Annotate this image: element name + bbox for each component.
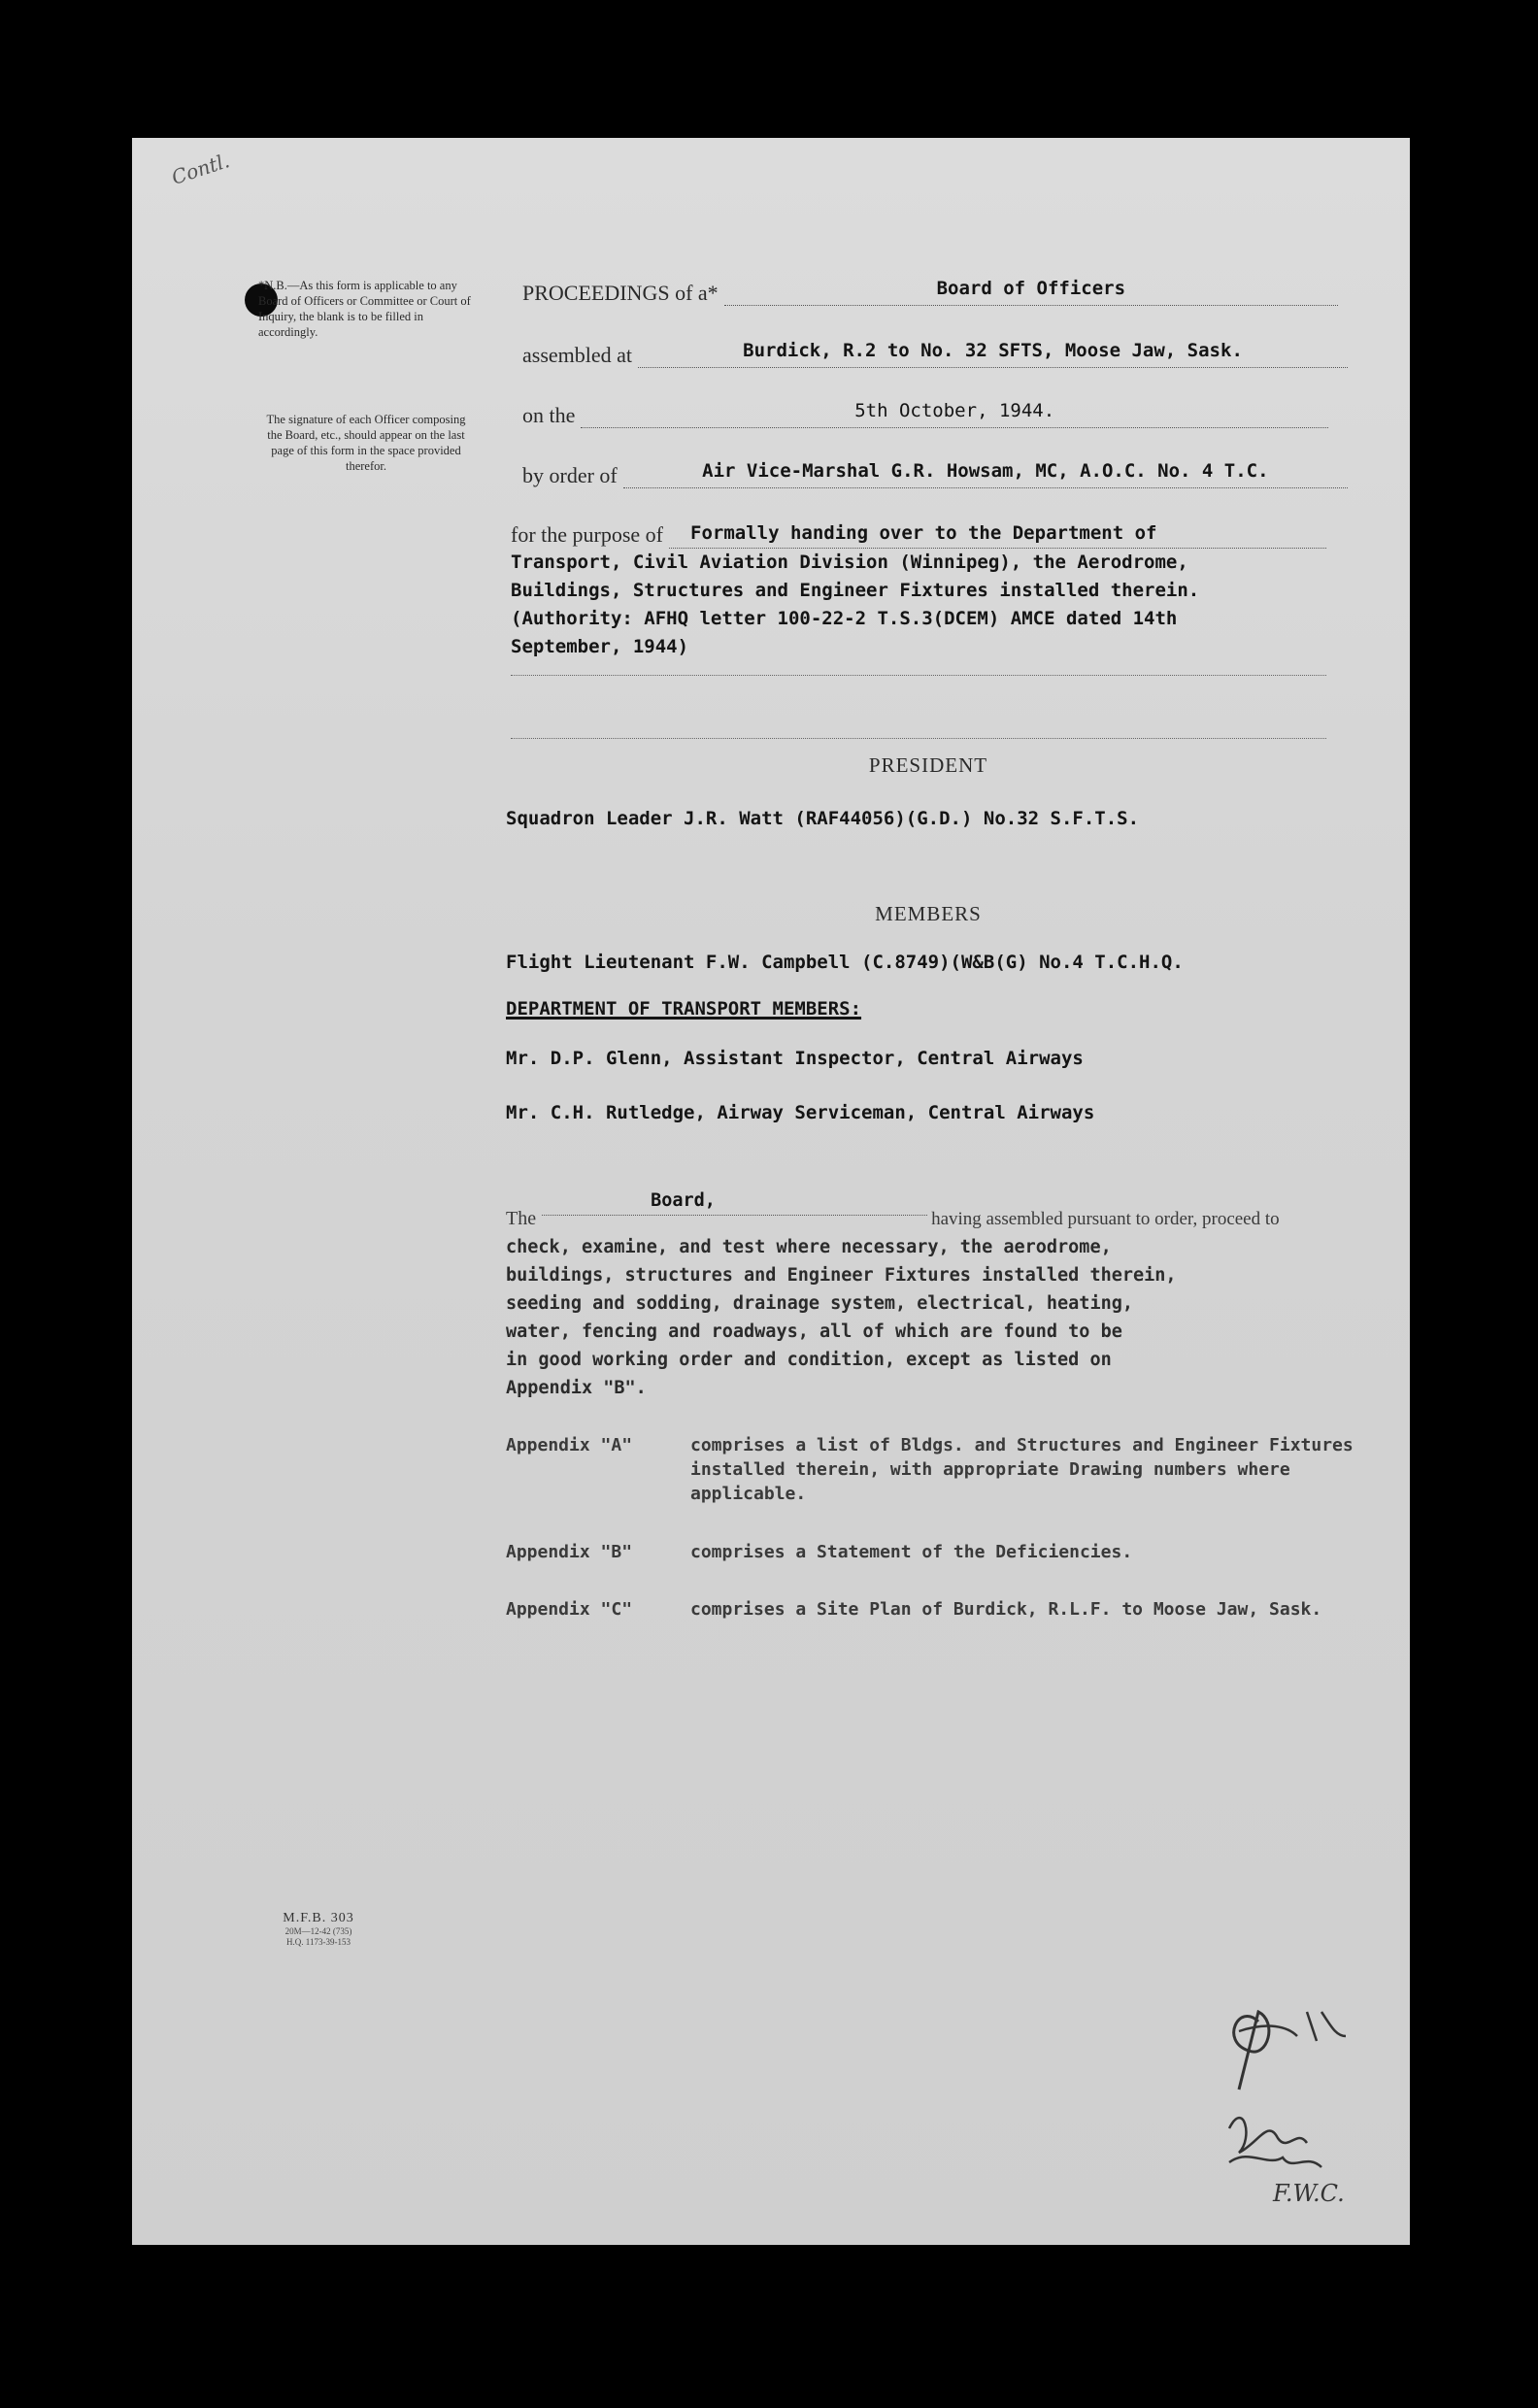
appendix-desc: comprises a Site Plan of Burdick, R.L.F. to Moose Jaw, Sask. <box>690 1599 1322 1620</box>
blank-line <box>511 675 1326 676</box>
proceedings-label: PROCEEDINGS of a* <box>522 281 719 305</box>
handwritten-initials <box>1200 1983 1394 2206</box>
assembled-value: Burdick, R.2 to No. 32 SFTS, Moose Jaw, Sask. <box>638 338 1348 368</box>
blank-line <box>511 738 1326 739</box>
form-print-line: H.Q. 1173-39-153 <box>286 1937 351 1947</box>
purpose-line: (Authority: AFHQ letter 100-22-2 T.S.3(DCEM) AMCE dated 14th <box>511 608 1178 629</box>
proceedings-row <box>522 276 1338 306</box>
initials-text: F.W.C. <box>1273 2180 1345 2206</box>
body-first-line: having assembled pursuant to order, proceed to <box>931 1209 1280 1229</box>
appendix-tag: Appendix "A" <box>506 1435 633 1455</box>
form-id: M.F.B. 303 <box>283 1911 354 1925</box>
proceedings-value: Board of Officers <box>724 276 1338 306</box>
appendix-tag: Appendix "C" <box>506 1599 633 1620</box>
dot-members-heading: DEPARTMENT OF TRANSPORT MEMBERS: <box>506 998 862 1020</box>
signature-note: The signature of each Officer composing the Board, etc., should appear on the last page of this form in the space provided therefor. <box>266 413 466 473</box>
nb-note: *N.B.—As this form is applicable to any Board of Officers or Committee or Court of Inquiry, the blank is to be filled in accordingly. <box>258 279 471 339</box>
president-heading: PRESIDENT <box>868 753 988 777</box>
order-row <box>522 458 1348 488</box>
appendix-c <box>506 1597 1380 1622</box>
date-value: 5th October, 1944. <box>581 398 1328 428</box>
assembled-row <box>522 338 1348 368</box>
appendix-b <box>506 1540 1380 1564</box>
body-board: Board, <box>542 1187 927 1216</box>
purpose-label: for the purpose of <box>511 522 664 547</box>
assembled-label: assembled at <box>522 343 633 367</box>
purpose-line: Formally handing over to the Department of <box>669 519 1326 549</box>
appendix-tag: Appendix "B" <box>506 1542 633 1562</box>
purpose-line: Transport, Civil Aviation Division (Winnipeg), the Aerodrome, <box>511 552 1188 573</box>
body-the: The <box>506 1208 537 1229</box>
corner-note: Contl. <box>168 149 233 189</box>
body-line: check, examine, and test where necessary, the aerodrome, <box>506 1237 1112 1257</box>
order-label: by order of <box>522 463 618 487</box>
purpose-line: September, 1944) <box>511 636 689 657</box>
body-line: buildings, structures and Engineer Fixtures installed therein, <box>506 1265 1177 1286</box>
purpose-block <box>511 519 1326 661</box>
form-print-line: 20M—12-42 (735) <box>284 1926 352 1936</box>
body-line: seeding and sodding, drainage system, electrical, heating, <box>506 1293 1134 1314</box>
proceedings-body <box>506 1190 1360 1402</box>
order-value: Air Vice-Marshal G.R. Howsam, MC, A.O.C. No. 4 T.C. <box>623 458 1348 488</box>
appendix-a <box>506 1433 1380 1506</box>
date-row <box>522 398 1328 428</box>
member-entry: Mr. D.P. Glenn, Assistant Inspector, Central Airways <box>506 1048 1084 1069</box>
document-page <box>132 138 1410 2245</box>
appendix-desc: comprises a list of Bldgs. and Structures and Engineer Fixtures installed therein, with appropriate Drawing numbers where applicable. <box>690 1435 1354 1504</box>
purpose-line: Buildings, Structures and Engineer Fixtures installed therein. <box>511 580 1200 601</box>
body-line: in good working order and condition, except as listed on <box>506 1350 1112 1370</box>
president-name: Squadron Leader J.R. Watt (RAF44056)(G.D.) No.32 S.F.T.S. <box>506 808 1140 829</box>
form-number <box>251 1911 386 1948</box>
body-line: Appendix "B". <box>506 1378 647 1398</box>
body-line: water, fencing and roadways, all of which are found to be <box>506 1321 1122 1342</box>
date-label: on the <box>522 403 576 427</box>
member-entry: Flight Lieutenant F.W. Campbell (C.8749)(W&B(G) No.4 T.C.H.Q. <box>506 952 1184 973</box>
appendix-desc: comprises a Statement of the Deficiencies. <box>690 1542 1133 1562</box>
members-heading: MEMBERS <box>875 902 982 925</box>
member-entry: Mr. C.H. Rutledge, Airway Serviceman, Central Airways <box>506 1102 1095 1123</box>
